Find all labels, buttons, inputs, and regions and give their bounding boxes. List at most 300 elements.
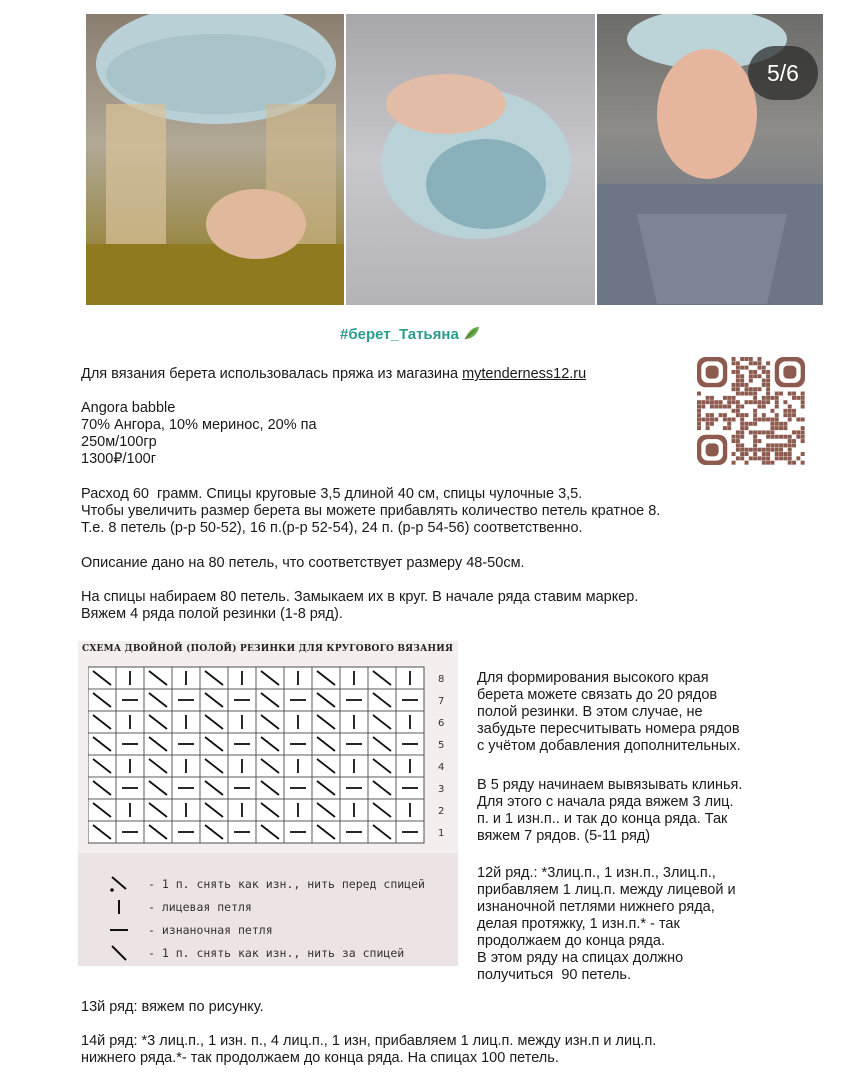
qr-module bbox=[732, 435, 736, 439]
qr-module bbox=[770, 435, 774, 439]
yarn-name: Angora babble bbox=[81, 400, 176, 416]
row-14-line-2: нижнего ряда.*- так продолжаем до конца ряда. На спицах 100 петель. bbox=[81, 1050, 559, 1066]
qr-module bbox=[775, 413, 779, 417]
right-column-line: Для формирования высокого края bbox=[477, 670, 709, 686]
qr-module bbox=[714, 417, 718, 421]
qr-module bbox=[753, 392, 757, 396]
qr-module bbox=[766, 370, 770, 374]
qr-module bbox=[736, 443, 740, 447]
legend-text: - 1 п. снять как изн., нить за спицей bbox=[148, 946, 405, 960]
qr-module bbox=[749, 361, 753, 365]
qr-module bbox=[732, 357, 736, 361]
qr-module bbox=[736, 435, 740, 439]
qr-module bbox=[740, 430, 744, 434]
qr-module bbox=[775, 417, 779, 421]
qr-module bbox=[710, 417, 714, 421]
qr-module bbox=[762, 452, 766, 456]
qr-module bbox=[706, 426, 710, 430]
legend-row bbox=[92, 942, 452, 964]
chart-legend bbox=[78, 853, 458, 966]
qr-module bbox=[736, 405, 740, 409]
qr-module bbox=[766, 396, 770, 400]
qr-module bbox=[788, 439, 792, 443]
row-number: 8 bbox=[438, 674, 445, 685]
cast-on-line-2: Вяжем 4 ряда полой резинки (1-8 ряд). bbox=[81, 606, 343, 622]
qr-module bbox=[766, 417, 770, 421]
qr-module bbox=[757, 456, 761, 460]
row-14-line-1: 14й ряд: *3 лиц.п., 1 изн. п., 4 лиц.п., 1 изн, прибавляем 1 лиц.п. между изн.п и лиц.п. bbox=[81, 1033, 657, 1049]
knit-stitch-icon bbox=[104, 898, 134, 916]
qr-module bbox=[745, 413, 749, 417]
qr-module bbox=[740, 452, 744, 456]
qr-module bbox=[736, 387, 740, 391]
qr-module bbox=[749, 422, 753, 426]
qr-module bbox=[757, 400, 761, 404]
right-column-line: В 5 ряду начинаем вывязывать клинья. bbox=[477, 777, 743, 793]
qr-module bbox=[753, 417, 757, 421]
qr-module bbox=[770, 417, 774, 421]
qr-module bbox=[766, 392, 770, 396]
qr-module bbox=[736, 379, 740, 383]
beret-inside-illustration bbox=[346, 14, 595, 305]
qr-module bbox=[745, 366, 749, 370]
qr-module bbox=[740, 426, 744, 430]
qr-module bbox=[697, 422, 701, 426]
qr-module bbox=[740, 413, 744, 417]
qr-module bbox=[801, 452, 805, 456]
right-column-line: В этом ряду на спицах должно bbox=[477, 950, 684, 966]
qr-module bbox=[749, 400, 753, 404]
qr-module bbox=[736, 366, 740, 370]
yarn-length: 250м/100гр bbox=[81, 434, 157, 450]
qr-module bbox=[719, 400, 723, 404]
qr-module bbox=[736, 413, 740, 417]
qr-module bbox=[779, 456, 783, 460]
qr-module bbox=[736, 370, 740, 374]
qr-module bbox=[732, 383, 736, 387]
right-column-line: прибавляем 1 лиц.п. между лицевой и bbox=[477, 882, 736, 898]
qr-module bbox=[762, 400, 766, 404]
qr-module bbox=[745, 387, 749, 391]
qr-module bbox=[732, 396, 736, 400]
qr-module bbox=[788, 461, 792, 465]
qr-module bbox=[762, 413, 766, 417]
qr-module bbox=[779, 392, 783, 396]
qr-module bbox=[757, 448, 761, 452]
qr-module bbox=[753, 409, 757, 413]
qr-module bbox=[727, 405, 731, 409]
qr-module bbox=[792, 461, 796, 465]
qr-module bbox=[740, 392, 744, 396]
qr-module bbox=[745, 452, 749, 456]
qr-module bbox=[788, 413, 792, 417]
qr-module bbox=[796, 430, 800, 434]
qr-module bbox=[801, 461, 805, 465]
qr-module bbox=[740, 417, 744, 421]
qr-module bbox=[749, 430, 753, 434]
row-number: 4 bbox=[438, 762, 445, 773]
qr-module bbox=[745, 357, 749, 361]
slide-counter: 5/6 bbox=[748, 46, 818, 100]
row-number: 2 bbox=[438, 806, 445, 817]
qr-module bbox=[788, 443, 792, 447]
qr-module bbox=[796, 435, 800, 439]
qr-module bbox=[783, 443, 787, 447]
qr-finder bbox=[697, 435, 727, 465]
qr-module bbox=[801, 392, 805, 396]
right-column-line: с учётом добавления дополнительных. bbox=[477, 738, 741, 754]
qr-module bbox=[745, 383, 749, 387]
qr-module bbox=[770, 426, 774, 430]
qr-module bbox=[766, 374, 770, 378]
qr-module bbox=[697, 426, 701, 430]
qr-module bbox=[762, 379, 766, 383]
qr-module bbox=[783, 422, 787, 426]
qr-module bbox=[749, 370, 753, 374]
qr-module bbox=[723, 426, 727, 430]
qr-module bbox=[783, 400, 787, 404]
qr-module bbox=[779, 443, 783, 447]
qr-module bbox=[775, 448, 779, 452]
qr-module bbox=[766, 379, 770, 383]
qr-module bbox=[796, 396, 800, 400]
qr-module bbox=[766, 448, 770, 452]
qr-module bbox=[753, 396, 757, 400]
qr-module bbox=[753, 387, 757, 391]
right-column-line: берета можете связать до 20 рядов bbox=[477, 687, 718, 703]
qr-module bbox=[740, 357, 744, 361]
qr-module bbox=[792, 392, 796, 396]
qr-module bbox=[762, 448, 766, 452]
qr-module bbox=[714, 405, 718, 409]
qr-module bbox=[753, 374, 757, 378]
qr-module bbox=[775, 392, 779, 396]
qr-module bbox=[770, 448, 774, 452]
qr-module bbox=[801, 417, 805, 421]
qr-module bbox=[732, 370, 736, 374]
qr-module bbox=[697, 417, 701, 421]
qr-module bbox=[736, 430, 740, 434]
qr-module bbox=[740, 374, 744, 378]
yarn-price: 1300₽/100г bbox=[81, 451, 156, 467]
qr-module bbox=[775, 456, 779, 460]
right-column-line: 12й ряд.: *3лиц.п., 1 изн.п., 3лиц.п., bbox=[477, 865, 716, 881]
consumption-line-3: Т.е. 8 петель (р-р 50-52), 16 п.(р-р 52-54), 24 п. (р-р 54-56) соответственно. bbox=[81, 520, 583, 536]
right-column-line: п. и 1 изн.п.. и так до конца ряда. Так bbox=[477, 811, 728, 827]
qr-module bbox=[792, 413, 796, 417]
qr-module bbox=[745, 400, 749, 404]
qr-module bbox=[775, 443, 779, 447]
qr-module bbox=[757, 405, 761, 409]
qr-module bbox=[723, 405, 727, 409]
qr-module bbox=[753, 452, 757, 456]
qr-module bbox=[762, 461, 766, 465]
qr-module bbox=[697, 400, 701, 404]
qr-module bbox=[745, 461, 749, 465]
qr-module bbox=[753, 430, 757, 434]
qr-module bbox=[766, 383, 770, 387]
qr-module bbox=[710, 422, 714, 426]
qr-module bbox=[701, 405, 705, 409]
qr-module bbox=[736, 374, 740, 378]
qr-module bbox=[788, 409, 792, 413]
qr-module bbox=[697, 405, 701, 409]
qr-module bbox=[775, 405, 779, 409]
qr-module bbox=[801, 439, 805, 443]
qr-module bbox=[801, 430, 805, 434]
qr-module bbox=[732, 409, 736, 413]
qr-module bbox=[757, 439, 761, 443]
qr-module bbox=[749, 357, 753, 361]
qr-module bbox=[792, 396, 796, 400]
qr-module bbox=[753, 456, 757, 460]
qr-module bbox=[766, 435, 770, 439]
qr-module bbox=[719, 413, 723, 417]
intro-line bbox=[81, 366, 586, 383]
qr-module bbox=[723, 413, 727, 417]
qr-module bbox=[775, 426, 779, 430]
qr-module bbox=[706, 413, 710, 417]
qr-module bbox=[727, 396, 731, 400]
right-column-line: полой резинки. В этом случае, не bbox=[477, 704, 703, 720]
qr-module bbox=[697, 413, 701, 417]
qr-module bbox=[745, 448, 749, 452]
qr-module bbox=[796, 456, 800, 460]
legend-text: - лицевая петля bbox=[148, 900, 252, 914]
qr-module bbox=[736, 456, 740, 460]
qr-module bbox=[736, 383, 740, 387]
qr-module bbox=[745, 426, 749, 430]
qr-module bbox=[706, 400, 710, 404]
qr-module bbox=[732, 417, 736, 421]
qr-module bbox=[757, 374, 761, 378]
qr-module bbox=[788, 417, 792, 421]
qr-module bbox=[783, 426, 787, 430]
qr-module bbox=[732, 452, 736, 456]
qr-module bbox=[732, 439, 736, 443]
qr-module bbox=[710, 405, 714, 409]
qr-module bbox=[757, 357, 761, 361]
qr-module bbox=[770, 396, 774, 400]
right-column-line: получиться 90 петель. bbox=[477, 967, 632, 983]
right-column-line: изнаночной петлями нижнего ряда, bbox=[477, 899, 715, 915]
qr-module bbox=[706, 417, 710, 421]
hashtag[interactable] bbox=[340, 325, 481, 343]
qr-module bbox=[783, 452, 787, 456]
cast-on-line-1: На спицы набираем 80 петель. Замыкаем их в круг. В начале ряда ставим маркер. bbox=[81, 589, 639, 605]
qr-module bbox=[710, 396, 714, 400]
qr-module bbox=[757, 430, 761, 434]
qr-module bbox=[701, 400, 705, 404]
qr-module bbox=[775, 435, 779, 439]
qr-module bbox=[753, 422, 757, 426]
qr-module bbox=[762, 383, 766, 387]
consumption-line-2: Чтобы увеличить размер берета вы можете прибавлять количество петель кратное 8. bbox=[81, 503, 661, 519]
qr-module bbox=[736, 448, 740, 452]
qr-module bbox=[770, 461, 774, 465]
qr-module bbox=[719, 405, 723, 409]
qr-module bbox=[753, 443, 757, 447]
qr-module bbox=[732, 387, 736, 391]
qr-module bbox=[783, 456, 787, 460]
qr-module bbox=[779, 448, 783, 452]
qr-module bbox=[775, 422, 779, 426]
qr-module bbox=[788, 435, 792, 439]
qr-module bbox=[766, 443, 770, 447]
qr-module bbox=[753, 413, 757, 417]
legend-text: - изнаночная петля bbox=[148, 923, 273, 937]
qr-module bbox=[727, 400, 731, 404]
qr-module bbox=[788, 456, 792, 460]
qr-module bbox=[706, 422, 710, 426]
qr-module bbox=[788, 452, 792, 456]
qr-module bbox=[745, 422, 749, 426]
photo-beret-in-hand bbox=[346, 14, 595, 305]
qr-module bbox=[701, 417, 705, 421]
qr-module bbox=[766, 456, 770, 460]
qr-module bbox=[710, 400, 714, 404]
qr-finder bbox=[775, 357, 805, 387]
qr-module bbox=[770, 422, 774, 426]
qr-module bbox=[783, 435, 787, 439]
beret-photo-illustration bbox=[86, 14, 344, 305]
qr-module bbox=[788, 448, 792, 452]
qr-module bbox=[766, 452, 770, 456]
qr-module bbox=[740, 422, 744, 426]
qr-module bbox=[749, 392, 753, 396]
legend-row bbox=[92, 896, 452, 918]
qr-module bbox=[697, 392, 701, 396]
row-number: 6 bbox=[438, 718, 445, 729]
right-column-line: вяжем 7 рядов. (5-11 ряд) bbox=[477, 828, 651, 844]
qr-module bbox=[749, 456, 753, 460]
qr-module bbox=[779, 452, 783, 456]
qr-module bbox=[740, 379, 744, 383]
qr-module bbox=[788, 392, 792, 396]
right-column-line: Для этого с начала ряда вяжем 3 лиц. bbox=[477, 794, 734, 810]
qr-module bbox=[736, 392, 740, 396]
qr-module bbox=[779, 426, 783, 430]
legend-row bbox=[92, 919, 452, 941]
qr-module bbox=[753, 435, 757, 439]
qr-module bbox=[740, 435, 744, 439]
qr-module bbox=[766, 361, 770, 365]
qr-module bbox=[753, 361, 757, 365]
qr-module bbox=[779, 435, 783, 439]
qr-module bbox=[740, 366, 744, 370]
qr-module bbox=[736, 361, 740, 365]
right-column-line: делая протяжку, 1 изн.п.* - так bbox=[477, 916, 680, 932]
qr-module bbox=[779, 422, 783, 426]
shop-link[interactable]: mytenderness12.ru bbox=[462, 366, 587, 382]
hashtag-text: #берет_Татьяна bbox=[340, 326, 459, 343]
qr-module bbox=[801, 405, 805, 409]
legend-row bbox=[92, 873, 452, 895]
qr-module bbox=[770, 443, 774, 447]
qr-module bbox=[775, 400, 779, 404]
slip-yarn-front-icon bbox=[104, 875, 134, 893]
qr-module bbox=[801, 400, 805, 404]
qr-module bbox=[788, 405, 792, 409]
qr-module bbox=[723, 417, 727, 421]
qr-module bbox=[766, 400, 770, 404]
qr-module bbox=[732, 361, 736, 365]
qr-module bbox=[801, 435, 805, 439]
qr-module bbox=[766, 461, 770, 465]
qr-module bbox=[792, 409, 796, 413]
qr-module bbox=[762, 430, 766, 434]
qr-module bbox=[757, 417, 761, 421]
qr-module bbox=[762, 405, 766, 409]
qr-module bbox=[749, 374, 753, 378]
qr-module bbox=[710, 413, 714, 417]
photo-beret-blonde bbox=[86, 14, 344, 305]
qr-module bbox=[775, 452, 779, 456]
qr-module bbox=[766, 430, 770, 434]
qr-module bbox=[783, 413, 787, 417]
qr-module bbox=[697, 409, 701, 413]
qr-module bbox=[770, 430, 774, 434]
qr-module bbox=[727, 417, 731, 421]
qr-module bbox=[753, 439, 757, 443]
chart-grid bbox=[88, 663, 458, 849]
chart-title: СХЕМА ДВОЙНОЙ (ПОЛОЙ) РЕЗИНКИ ДЛЯ КРУГОВОГО ВЯЗАНИЯ bbox=[82, 644, 454, 654]
qr-module bbox=[796, 417, 800, 421]
qr-module bbox=[766, 387, 770, 391]
qr-module bbox=[749, 448, 753, 452]
qr-code[interactable] bbox=[697, 357, 805, 465]
qr-module bbox=[740, 443, 744, 447]
qr-module bbox=[757, 366, 761, 370]
qr-module bbox=[740, 383, 744, 387]
slip-yarn-back-icon bbox=[104, 944, 134, 962]
qr-module bbox=[753, 448, 757, 452]
qr-module bbox=[792, 430, 796, 434]
qr-module bbox=[740, 405, 744, 409]
qr-module bbox=[757, 361, 761, 365]
qr-module bbox=[762, 366, 766, 370]
qr-module bbox=[762, 417, 766, 421]
qr-module bbox=[783, 409, 787, 413]
qr-module bbox=[732, 400, 736, 404]
qr-module bbox=[753, 370, 757, 374]
qr-module bbox=[753, 400, 757, 404]
qr-module bbox=[706, 396, 710, 400]
row-13: 13й ряд: вяжем по рисунку. bbox=[81, 999, 264, 1015]
qr-module bbox=[792, 443, 796, 447]
qr-module bbox=[757, 387, 761, 391]
right-column-line: продолжаем до конца ряда. bbox=[477, 933, 665, 949]
yarn-composition: 70% Ангора, 10% меринос, 20% па bbox=[81, 417, 317, 433]
right-column-line: забудьте пересчитывать номера рядов bbox=[477, 721, 740, 737]
qr-module bbox=[775, 396, 779, 400]
row-number: 3 bbox=[438, 784, 445, 795]
qr-module bbox=[740, 456, 744, 460]
qr-module bbox=[762, 370, 766, 374]
qr-module bbox=[736, 400, 740, 404]
qr-module bbox=[740, 448, 744, 452]
qr-module bbox=[749, 379, 753, 383]
description: Описание дано на 80 петель, что соответствует размеру 48-50см. bbox=[81, 555, 525, 571]
qr-module bbox=[745, 392, 749, 396]
intro-text: Для вязания берета использовалась пряжа из магазина bbox=[81, 366, 463, 382]
purl-stitch-icon bbox=[104, 921, 134, 939]
qr-module bbox=[714, 400, 718, 404]
row-number: 7 bbox=[438, 696, 445, 707]
qr-finder bbox=[697, 357, 727, 387]
qr-module bbox=[723, 396, 727, 400]
qr-module bbox=[732, 461, 736, 465]
